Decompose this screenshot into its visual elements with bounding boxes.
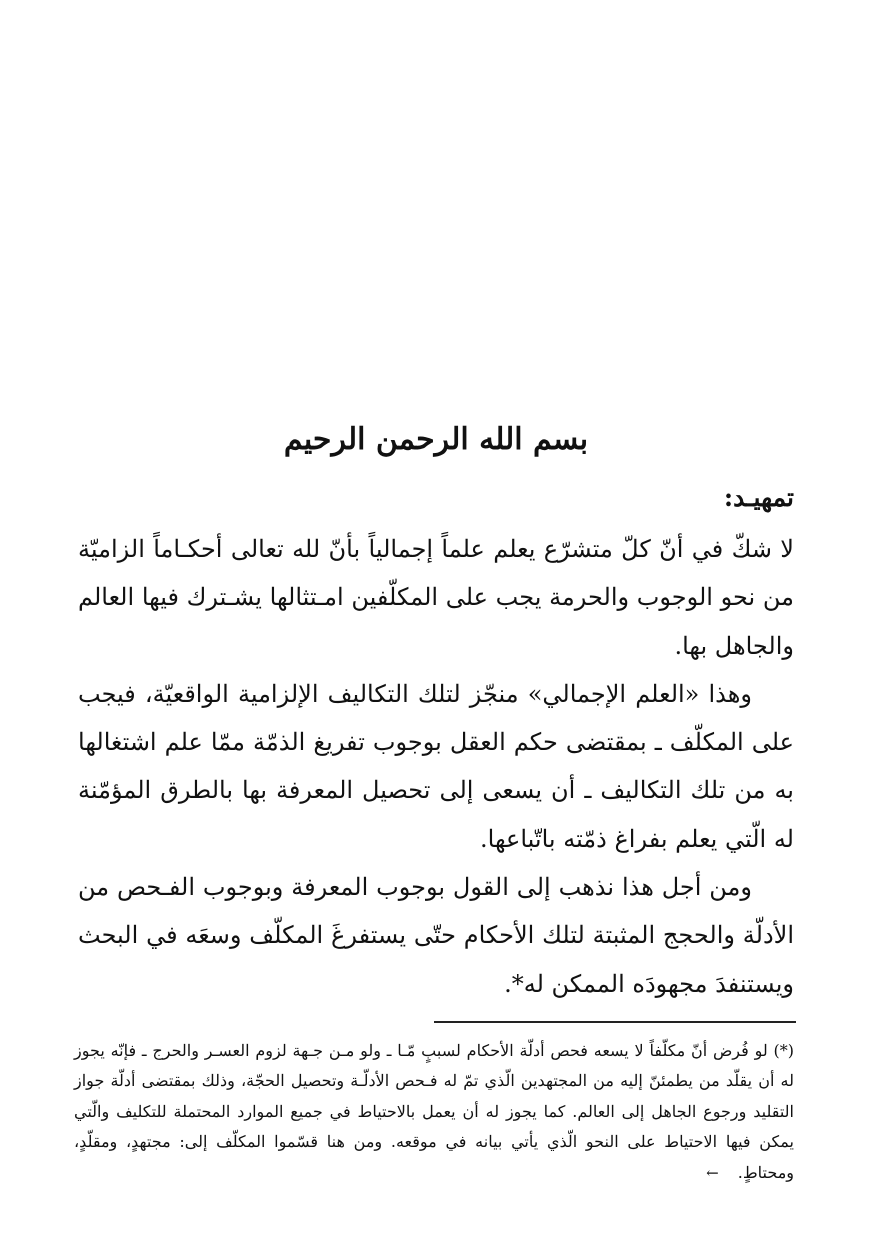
continuation-arrow-icon: ←: [706, 1163, 719, 1182]
footnote-separator: [434, 1021, 796, 1023]
footnote: [74, 1036, 794, 1188]
paragraph-3: ومن أجل هذا نذهب إلى القول بوجوب المعرفة وبوجوب الفـحص من الأدلّة والحجج المثبتة لتلك الأحكام حتّى يستفرغَ المكلّف وسعَه في البحث ويستنفدَ مجهودَه الممكن له*.: [78, 873, 794, 998]
basmala-title: بسم الله الرحمن الرحيم: [283, 422, 589, 457]
paragraph-2: وهذا «العلم الإجمالي» منجّز لتلك التكاليف الإلزامية الواقعيّة، فيجب على المكلّف ـ بمقتضى حكم العقل بوجوب تفريغ الذمّة ممّا علم اشتغالها به من تلك التكاليف ـ أن يسعى إلى تحصيل المعرفة بها بالطرق المؤمّنة له الّتي يعلم بفراغ ذمّته باتّباعها.: [78, 679, 794, 853]
main-text: [78, 525, 794, 1008]
footnote-text: (*) لو فُرض أنّ مكلّفاً لا يسعه فحص أدلّة الأحكام لسببٍ مّـا ـ ولو مـن جـهة لزوم العسـر والحرج ـ فإنّه يجوز له أن يقلّد من يطمئنّ إليه من المجتهدين الّذي تمّ له فـحص الأدلّـة وتحصيل الحجّة، وذلك بمقتضى أدلّة جواز التقليد ورجوع الجاهل إلى العالم. كما يجوز له أن يعمل بالاحتياط في جميع الموارد المحتملة للتكليف والّتي يمكن فيها الاحتياط على النحو الّذي يأتي بيانه في موقعه. ومن هنا قسّموا المكلّف إلى: مجتهدٍ، ومقلّدٍ، ومحتاطٍ.: [74, 1041, 795, 1182]
paragraph-1: لا شكّ في أنّ كلّ متشرّع يعلم علماً إجمالياً بأنّ لله تعالى أحكـاماً الزاميّة من نحو الوجوب والحرمة يجب على المكلّفين امـتثالها يشـترك فيها العالم والجاهل بها.: [78, 535, 794, 660]
section-heading: تمهيـد:: [723, 483, 794, 512]
